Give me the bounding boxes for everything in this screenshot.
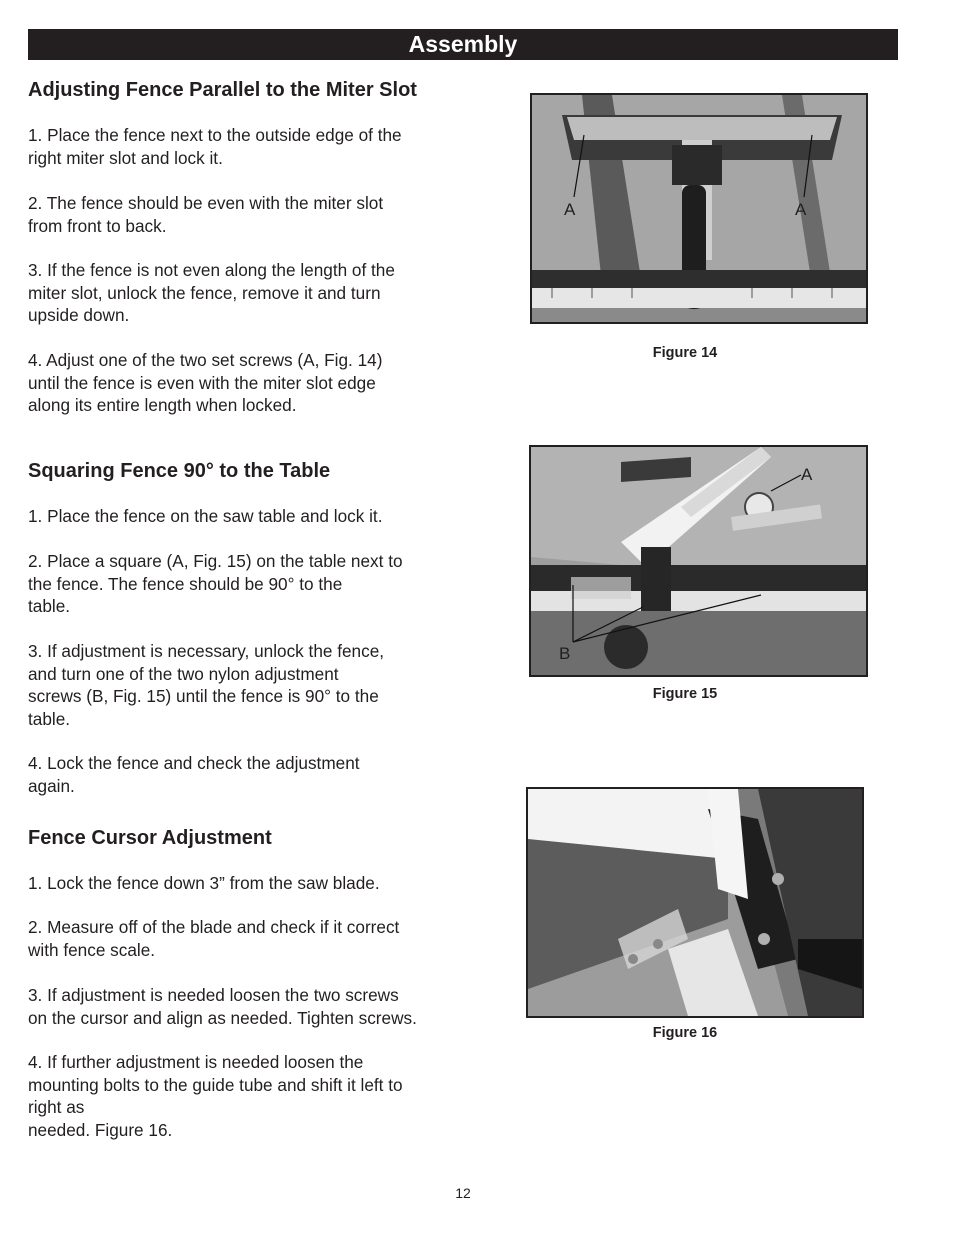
- step-text: [28, 1051, 458, 1141]
- figure-15-photo: [529, 445, 868, 677]
- text-line: upside down.: [28, 305, 130, 325]
- text-line: 4. Adjust one of the two set screws (A, Fig. 14): [28, 350, 383, 370]
- figure-16-illustration: [528, 789, 862, 1016]
- text-line: table.: [28, 708, 71, 729]
- text-line: with fence scale.: [28, 939, 156, 960]
- text-line: until the fence is even with the miter slot edge: [28, 372, 376, 393]
- text-line: 2. The fence should be even with the miter slot: [28, 193, 384, 213]
- figure-14-photo: [530, 93, 868, 324]
- text-line: 3. If adjustment is necessary, unlock the fence,: [28, 641, 385, 661]
- callout-b: B: [559, 644, 571, 663]
- text-line: right miter slot and lock it.: [28, 147, 223, 168]
- step-text: [28, 259, 458, 327]
- step-text: [28, 872, 458, 895]
- figure-15-illustration: [531, 447, 866, 675]
- step-text: [28, 752, 458, 797]
- text-line: 4. Lock the fence and check the adjustment: [28, 753, 360, 773]
- callout-a: A: [801, 465, 813, 484]
- step-text: [28, 550, 458, 618]
- callout-a-right: A: [795, 200, 807, 219]
- step-text: [28, 984, 468, 1029]
- step-text: [28, 349, 458, 417]
- text-line: 1. Place the fence next to the outside edge of the: [28, 125, 402, 145]
- text-line: 3. If adjustment is needed loosen the two screws: [28, 985, 399, 1005]
- text-line: table.: [28, 596, 71, 616]
- callout-a-left: A: [564, 200, 576, 219]
- text-line: 3. If the fence is not even along the length of the: [28, 260, 395, 280]
- text-line: again.: [28, 775, 75, 796]
- step-text: [28, 916, 458, 961]
- text-line: and turn one of the two nylon adjustment: [28, 663, 339, 684]
- text-line: 1. Place the fence on the saw table and lock it.: [28, 506, 383, 526]
- heading-squaring-fence: Squaring Fence 90° to the Table: [28, 460, 331, 482]
- figure-16-photo: [526, 787, 864, 1018]
- text-line: from front to back.: [28, 215, 167, 236]
- heading-fence-parallel: Adjusting Fence Parallel to the Miter Slot: [28, 79, 417, 101]
- step-text: [28, 124, 458, 169]
- text-line: screws (B, Fig. 15) until the fence is 90° to the: [28, 686, 379, 706]
- figure-14-illustration: [532, 95, 866, 322]
- text-line: 2. Place a square (A, Fig. 15) on the table next to: [28, 551, 403, 571]
- text-line: the fence. The fence should be 90° to the: [28, 573, 343, 594]
- heading-fence-cursor: Fence Cursor Adjustment: [28, 827, 272, 849]
- text-line: mounting bolts to the guide tube and shift it left to: [28, 1074, 403, 1095]
- text-line: 2. Measure off of the blade and check if it correct: [28, 917, 400, 937]
- figure-15-caption: Figure 15: [652, 686, 718, 702]
- text-line: needed. Figure 16.: [28, 1119, 173, 1140]
- step-text: [28, 192, 458, 237]
- text-line: along its entire length when locked.: [28, 395, 297, 415]
- section-banner: Assembly: [28, 29, 898, 60]
- figure-16-caption: Figure 16: [652, 1025, 718, 1041]
- page-number: 12: [455, 1185, 471, 1201]
- text-line: miter slot, unlock the fence, remove it and turn: [28, 282, 381, 303]
- step-text: [28, 640, 458, 730]
- text-line: right as: [28, 1097, 85, 1117]
- text-line: 1. Lock the fence down 3” from the saw blade.: [28, 873, 380, 893]
- figure-14-caption: Figure 14: [652, 345, 718, 361]
- text-line: on the cursor and align as needed. Tighten screws.: [28, 1007, 417, 1028]
- step-text: [28, 505, 458, 528]
- text-line: 4. If further adjustment is needed loosen the: [28, 1052, 364, 1072]
